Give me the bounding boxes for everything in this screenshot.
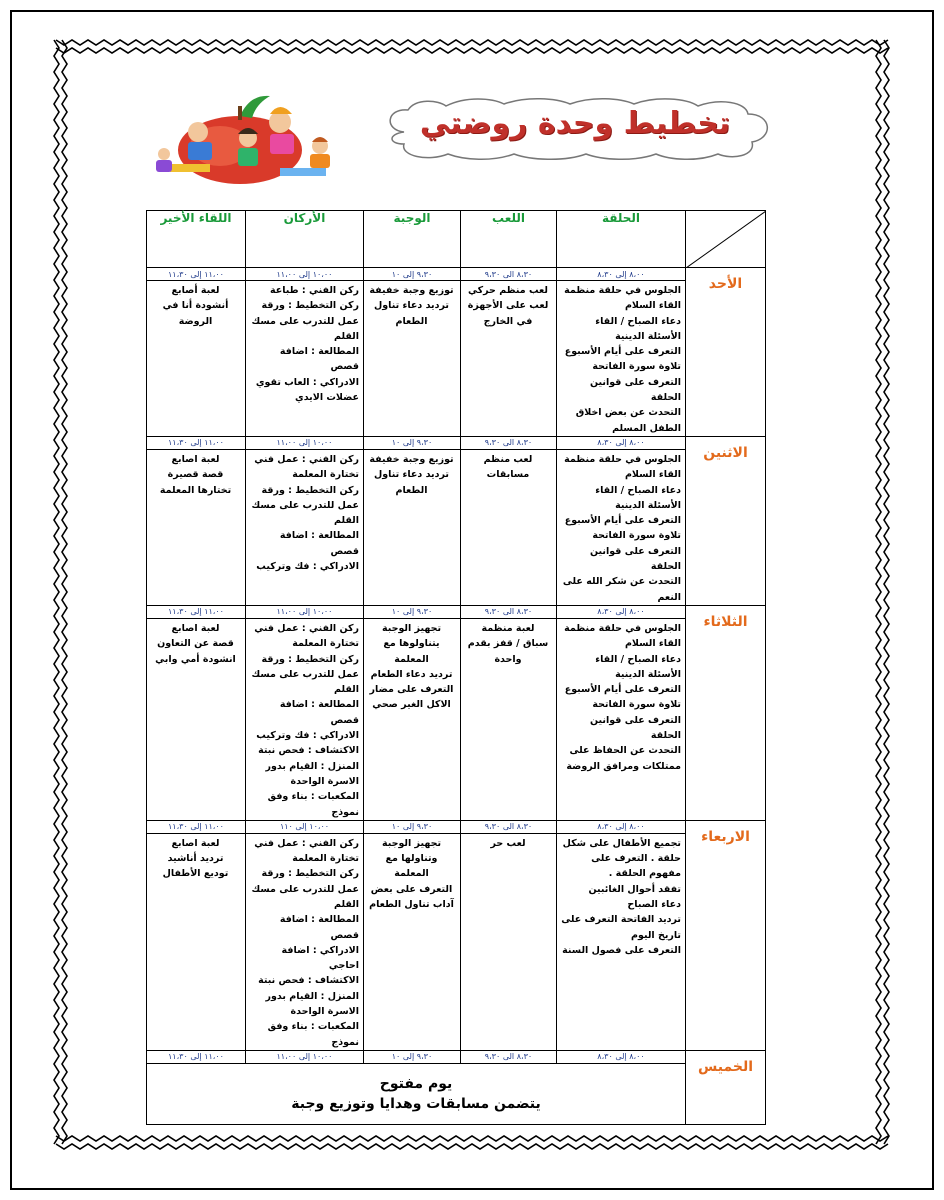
time-slot: ٨،٠٠ إلى ٨،٣٠ [557, 436, 686, 449]
diagonal-line [686, 211, 766, 268]
activity-cell [147, 281, 246, 437]
activity-cell [461, 618, 557, 820]
activity-cell [364, 449, 461, 605]
activity-cell [364, 618, 461, 820]
time-slot: ٨،٠٠ إلى ٨،٣٠ [557, 605, 686, 618]
activity-line: المكعبات : بناء وفق نموذج [267, 791, 359, 818]
activity-line: الادراكي : اضافة احاجي [281, 944, 359, 972]
zigzag-line [56, 1144, 888, 1149]
corner-cell [686, 211, 766, 268]
time-slot: ١١،٠٠ إلى ١١،٣٠ [147, 820, 246, 833]
activity-line: الاكتشاف : فحص نبتة [258, 745, 359, 757]
activity-line: لعبة اصابع [171, 837, 220, 849]
activity-cell [147, 833, 246, 1050]
zigzag-line [56, 48, 888, 53]
time-slot: ٩،٣٠ إلى ١٠ [364, 436, 461, 449]
activity-line: الادراكي : فك وتركيب [256, 561, 359, 573]
activity-line: التعرف على فصول السنة [562, 944, 681, 956]
activity-line: لعب على الأجهزة في الخارج [467, 300, 549, 327]
time-slot: ٨،٣٠ الى ٩،٣٠ [461, 1050, 557, 1063]
activity-line: دعاء الصباح [627, 898, 681, 910]
activity-cell [246, 833, 364, 1050]
activity-line: تجهيز الوجبة [381, 837, 442, 849]
activity-line: القاء السلام [624, 300, 681, 312]
activity-line: لعب منظم [483, 453, 533, 465]
page-header [150, 88, 810, 188]
time-slot: ٨،٣٠ الى ٩،٣٠ [461, 820, 557, 833]
activity-line: وتناولها مع المعلمة [385, 853, 438, 880]
activity-line: مسابقات [486, 469, 530, 481]
activity-line: التعرف على قوانين الحلقة [589, 376, 681, 404]
zigzag-line [54, 40, 59, 1144]
time-slot: ١١،٠٠ إلى ١١،٣٠ [147, 605, 246, 618]
time-slot: ١٠،٠٠ إلى ١١،٠٠ [246, 605, 364, 618]
activity-line: ركن التخطيط : ورقة عمل للتدرب على مسك القلم [251, 653, 359, 696]
time-slot: ١٠،٠٠ إلى ١١،٠٠ [246, 436, 364, 449]
activity-cell [557, 449, 686, 605]
activity-line: المطالعة : اضافة قصص [279, 346, 359, 373]
activity-row-sunday [147, 281, 766, 437]
time-slot: ١١،٠٠ إلى ١١،٣٠ [147, 268, 246, 281]
activity-line: المطالعة : اضافة قصص [279, 530, 359, 557]
time-row-tuesday [147, 605, 766, 618]
activity-line: تفقد أحوال الغائبين [588, 883, 681, 895]
open-day-description: يتضمن مسابقات وهدايا وتوزيع وجبة [291, 1095, 541, 1112]
activity-line: لعب حر [490, 837, 526, 849]
activity-line: ترديد الفاتحة التعرف على تاريخ اليوم [561, 914, 681, 941]
activity-line: انشودة أمي وابي [155, 653, 236, 665]
activity-cell [461, 449, 557, 605]
activity-line: المطالعة : اضافة قصص [279, 914, 359, 941]
zigzag-line [56, 1136, 888, 1141]
activity-line: الجلوس في حلقة منظمة [564, 285, 681, 296]
day-label-monday: الاثنين [686, 436, 766, 605]
time-slot: ٨،٣٠ الى ٩،٣٠ [461, 268, 557, 281]
activity-line: التعرف على أيام الأسبوع [564, 684, 681, 696]
time-slot: ٨،٣٠ الى ٩،٣٠ [461, 436, 557, 449]
time-slot: ٩،٣٠ إلى ١٠ [364, 1050, 461, 1063]
time-row-monday [147, 436, 766, 449]
activity-line: المنزل : القيام بدور الاسرة الواحدة [265, 990, 359, 1018]
open-day-title: يوم مفتوح [379, 1075, 453, 1092]
activity-row-wednesday [147, 833, 766, 1050]
activity-line: توديع الأطفال [162, 868, 229, 880]
activity-cell [557, 833, 686, 1050]
activity-line: تجهيز الوجبة [381, 622, 442, 634]
activity-line: الاكتشاف : فحص نبتة [258, 975, 359, 987]
activity-line: التعرف على قوانين الحلقة [589, 714, 681, 742]
time-slot: ٨،٠٠ إلى ٨،٣٠ [557, 268, 686, 281]
activity-line: ترديد أناشيد [167, 853, 224, 865]
activity-line: المطالعة : اضافة قصص [279, 699, 359, 726]
activity-line: المكعبات : بناء وفق نموذج [267, 1021, 359, 1048]
activity-line: لعبة اصابع [171, 453, 220, 465]
activity-line: توزيع وجبة خفيفة [369, 285, 454, 296]
activity-line: التحدث عن بعض اخلاق الطفل المسلم [575, 407, 681, 434]
activity-line: ركن التخطيط : ورقة عمل للتدرب على مسك القلم [251, 484, 359, 527]
time-slot: ٩،٣٠ إلى ١٠ [364, 268, 461, 281]
time-slot: ٩،٣٠ إلى ١٠ [364, 605, 461, 618]
time-slot: ١٠،٠٠ إلى ١١،٠٠ [246, 1050, 364, 1063]
activity-cell [461, 833, 557, 1050]
activity-line: لعبة اصابع [171, 622, 220, 634]
time-slot: ١٠،٠٠ إلى ١١٠ [246, 820, 364, 833]
activity-line: لعب منظم حركي [468, 285, 548, 296]
time-row-wednesday [147, 820, 766, 833]
activity-line: تجميع الأطفال على شكل حلقة . التعرف على مفهوم الحلقة . [562, 837, 681, 880]
activity-line: التعرف على قوانين الحلقة [589, 545, 681, 573]
activity-line: التعرف على مضار الاكل الغير صحي [369, 684, 454, 711]
page-title: تخطيط وحدة روضتي [419, 106, 731, 141]
day-label-thursday: الخميس [686, 1050, 766, 1124]
column-header-play: اللعب [461, 211, 557, 268]
activity-line: ترديد دعاء تناول الطعام [374, 469, 449, 496]
header-row [147, 211, 766, 268]
activity-line: دعاء الصباح / القاء الأسئلة الدينية [595, 653, 681, 680]
activity-line: القاء السلام [624, 469, 681, 481]
column-header-meal: الوجبة [364, 211, 461, 268]
activity-line: تلاوة سورة الفاتحة [592, 530, 681, 542]
activity-line: القاء السلام [624, 638, 681, 650]
activity-line: الجلوس في حلقة منظمة [564, 453, 681, 465]
activity-cell [246, 449, 364, 605]
day-label-wednesday: الاربعاء [686, 820, 766, 1050]
activity-line: ترديد دعاء تناول الطعام [374, 300, 449, 327]
activity-row-tuesday [147, 618, 766, 820]
activity-line: ركن التخطيط : ورقة عمل للتدرب على مسك القلم [251, 868, 359, 910]
activity-line: لعبة منظمة [481, 622, 535, 634]
schedule-table [146, 210, 766, 1125]
activity-cell [364, 833, 461, 1050]
time-slot: ١١،٠٠ إلى ١١،٣٠ [147, 1050, 246, 1063]
activity-line: ترديد دعاء الطعام [370, 668, 453, 680]
zigzag-line [56, 40, 888, 45]
activity-line: أنشودة أنا في الروضة [162, 300, 229, 327]
activity-cell [461, 281, 557, 437]
column-header-final-meeting: اللقاء الأخير [147, 211, 246, 268]
time-slot: ٩،٣٠ إلى ١٠ [364, 820, 461, 833]
time-slot: ٨،٣٠ الى ٩،٣٠ [461, 605, 557, 618]
activity-line: الادراكي : فك وتركيب [256, 730, 359, 742]
activity-line: دعاء الصباح / القاء الأسئلة الدينية [595, 484, 681, 511]
open-day-cell [147, 1063, 686, 1124]
activity-line: قصة قصيرة تختارها المعلمة [159, 469, 232, 496]
column-header-circle: الحلقة [557, 211, 686, 268]
zigzag-line [62, 40, 67, 1144]
activity-line: التحدث عن الحفاظ على ممتلكات ومرافق الروضة [566, 745, 681, 772]
column-header-corners: الأركان [246, 211, 364, 268]
activity-line: دعاء الصباح / القاء الأسئلة الدينية [595, 315, 681, 342]
activity-line: الجلوس في حلقة منظمة [564, 622, 681, 634]
time-slot: ٨،٠٠ إلى ٨،٣٠ [557, 1050, 686, 1063]
activity-line: الادراكي : العاب تقوي عضلات الايدي [255, 376, 359, 404]
activity-line: سباق / قفز بقدم واحدة [467, 638, 549, 665]
activity-row-monday [147, 449, 766, 605]
day-label-sunday: الأحد [686, 268, 766, 437]
activity-line: ركن الفني : طباعة [269, 285, 359, 296]
activity-cell [246, 281, 364, 437]
activity-line: التعرف على أيام الأسبوع [564, 346, 681, 358]
activity-line: ركن الفني : عمل فني تختارة المعلمة [254, 453, 359, 481]
activity-line: ركن الفني : عمل فني تختارة المعلمة [254, 622, 359, 650]
activity-line: التحدث عن شكر الله على النعم [562, 576, 681, 603]
activity-cell [364, 281, 461, 437]
day-label-tuesday: الثلاثاء [686, 605, 766, 820]
time-row-thursday [147, 1050, 766, 1063]
kids-apple-illustration [150, 88, 370, 188]
time-slot: ١٠،٠٠ إلى ١١،٠٠ [246, 268, 364, 281]
activity-cell [557, 281, 686, 437]
activity-line: ركن التخطيط : ورقة عمل للتدرب على مسك القلم [251, 300, 359, 342]
activity-line: تلاوة سورة الفاتحة [592, 361, 681, 373]
activity-line: التعرف على بعض آداب تناول الطعام [369, 883, 454, 910]
activity-cell [557, 618, 686, 820]
activity-cell [147, 618, 246, 820]
activity-line: يتناولوها مع المعلمة [383, 638, 440, 665]
time-row-sunday [147, 268, 766, 281]
activity-line: لعبة أصابع [171, 285, 220, 296]
time-slot: ٨،٠٠ إلى ٨،٣٠ [557, 820, 686, 833]
activity-line: تلاوة سورة الفاتحة [592, 699, 681, 711]
activity-line: المنزل : القيام بدور الاسرة الواحدة [265, 760, 359, 787]
activity-line: توزيع وجبة خفيفة [369, 453, 454, 465]
activity-cell [246, 618, 364, 820]
zigzag-line [876, 40, 881, 1144]
activity-row-thursday [147, 1063, 766, 1124]
activity-line: التعرف على أيام الأسبوع [564, 515, 681, 527]
zigzag-line [884, 40, 889, 1144]
activity-cell [147, 449, 246, 605]
activity-line: قصة عن التعاون [157, 638, 234, 650]
activity-line: ركن الفني : عمل فني تختارة المعلمة [254, 837, 359, 865]
time-slot: ١١،٠٠ إلى ١١،٣٠ [147, 436, 246, 449]
